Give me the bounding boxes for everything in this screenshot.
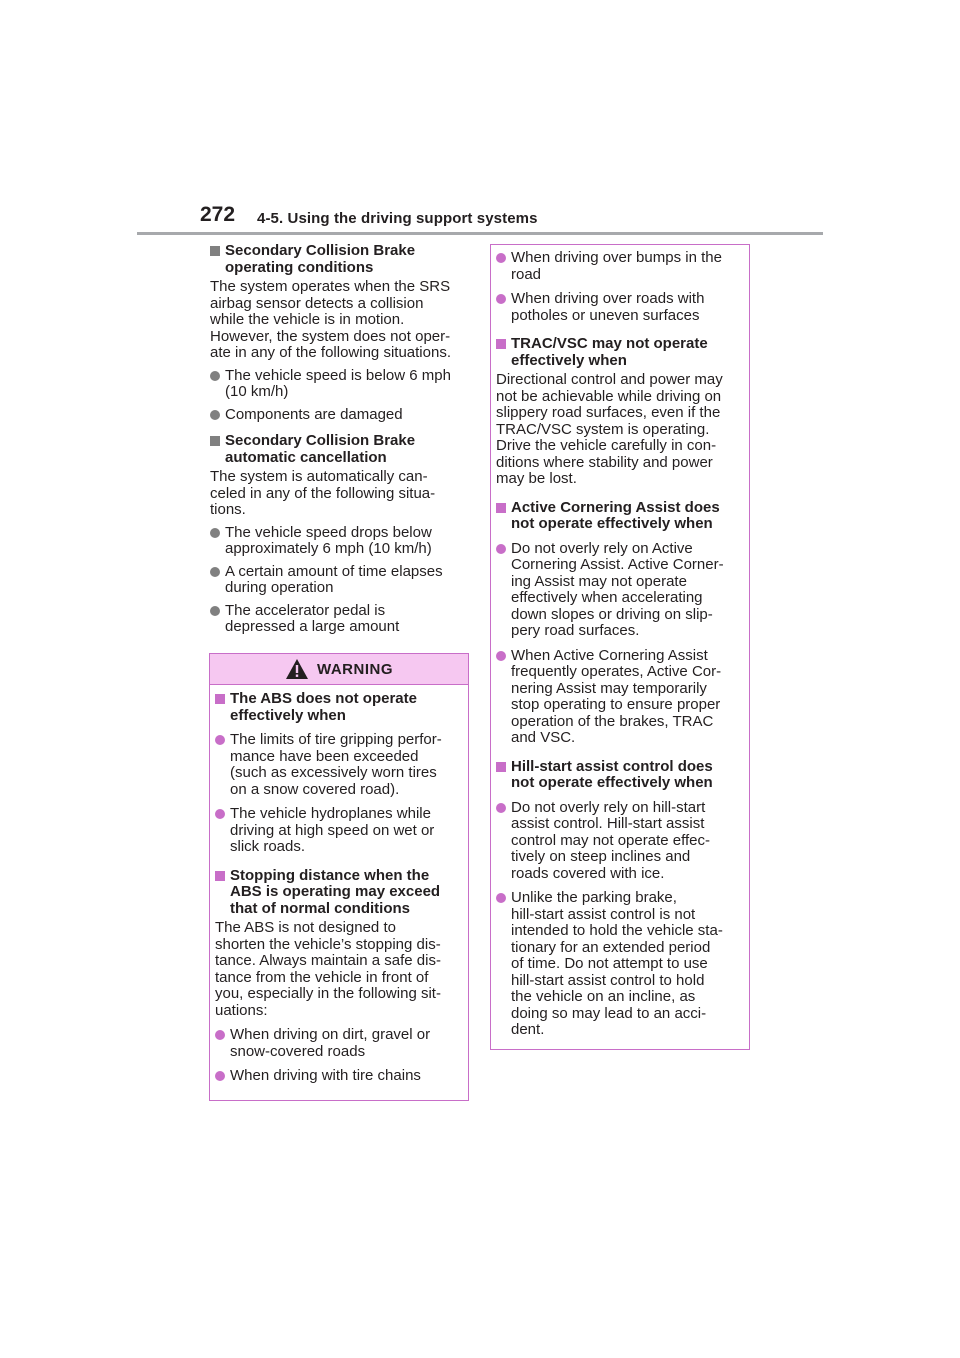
heading-text: The ABS does not operate effectively when	[230, 690, 417, 724]
heading-text: Secondary Collision Brake automatic cancellation	[225, 432, 416, 466]
list-item	[210, 603, 472, 636]
page-number: 272	[200, 203, 236, 226]
left-column	[210, 243, 472, 636]
heading-abs-not-effective	[215, 691, 463, 724]
round-bullet-icon	[496, 651, 506, 661]
header-rule	[137, 232, 823, 235]
round-bullet-icon	[215, 1071, 225, 1081]
square-bullet-icon	[215, 694, 225, 704]
warning-box	[209, 653, 469, 1101]
list-item	[215, 732, 463, 798]
square-bullet-icon	[496, 339, 506, 349]
round-bullet-icon	[210, 371, 220, 381]
heading-text: Hill-start assist control does not operate effectively when	[511, 757, 713, 791]
list-item	[210, 525, 472, 558]
paragraph: The system operates when the SRS airbag sensor detects a collision while the vehicle is in motion. However, the system does not oper- ate in any of the following situations.	[210, 278, 451, 361]
heading-operating-conditions	[210, 243, 472, 276]
section-title: 4-5. Using the driving support systems	[257, 210, 538, 227]
list-item-text: When driving with tire chains	[230, 1067, 421, 1084]
heading-hill-start-assist	[496, 759, 744, 792]
round-bullet-icon	[215, 809, 225, 819]
list-item-text: The vehicle hydroplanes while driving at high speed on wet or slick roads.	[230, 805, 435, 855]
warning-continued-box	[490, 244, 750, 1050]
warning-header	[210, 654, 468, 685]
list-item-text: Do not overly rely on Active Cornering Assist. Active Corner- ing Assist may not operate effectively when accelerating down slopes or driving on slip- pery road surfaces.	[511, 539, 724, 639]
list-item-text: Components are damaged	[225, 405, 403, 423]
list-item-text: A certain amount of time elapses during operation	[225, 562, 443, 596]
list-item	[210, 564, 472, 597]
list-item	[496, 291, 744, 324]
heading-text: Stopping distance when the ABS is operating may exceed that of normal conditions	[230, 866, 441, 917]
round-bullet-icon	[496, 544, 506, 554]
heading-automatic-cancellation	[210, 433, 472, 466]
warning-triangle-icon	[285, 658, 309, 680]
list-item-text: Do not overly rely on hill-start assist control. Hill-start assist control may not operate effec- tively on steep inclines and roads covered with ice.	[511, 798, 710, 882]
heading-text: Secondary Collision Brake operating conditions	[225, 242, 416, 276]
heading-trac-vsc	[496, 336, 744, 369]
list-item-text: When driving over roads with potholes or uneven surfaces	[511, 290, 705, 324]
paragraph: The ABS is not designed to shorten the vehicle’s stopping dis- tance. Always maintain a safe dis- tance from the vehicle in front of you, especially in the following sit- uations:	[215, 919, 441, 1019]
paragraph: The system is automatically can- celed in any of the following situa- tions.	[210, 468, 436, 518]
square-bullet-icon	[210, 436, 220, 446]
list-item	[215, 806, 463, 856]
round-bullet-icon	[496, 294, 506, 304]
list-item	[496, 250, 744, 283]
list-item-text: When driving on dirt, gravel or snow-covered roads	[230, 1026, 431, 1060]
list-item	[496, 648, 744, 747]
round-bullet-icon	[496, 893, 506, 903]
round-bullet-icon	[210, 567, 220, 577]
list-item-text: Unlike the parking brake, hill-start assist control is not intended to hold the vehicle sta- tionary for an extended period of time. Do not attempt to use hill-start assist control to hold the vehicle on an incline, as doing so may lead to an acci- dent.	[511, 889, 723, 1038]
list-item	[496, 890, 744, 1039]
heading-stopping-distance	[215, 868, 463, 918]
list-item	[215, 1068, 463, 1085]
list-item-text: When driving over bumps in the road	[511, 249, 722, 283]
list-item	[210, 407, 472, 424]
heading-text: TRAC/VSC may not operate effectively when	[511, 335, 708, 369]
heading-text: Active Cornering Assist does not operate effectively when	[511, 498, 720, 532]
list-item-text: When Active Cornering Assist frequently operates, Active Cor- nering Assist may temporarily stop operating to ensure proper operation of the brakes, TRAC and VSC.	[511, 646, 722, 746]
square-bullet-icon	[496, 762, 506, 772]
square-bullet-icon	[496, 503, 506, 513]
round-bullet-icon	[210, 410, 220, 420]
paragraph: Directional control and power may not be achievable while driving on slippery road surfaces, even if the TRAC/VSC system is operating. Drive the vehicle carefully in con- ditions where stability and power may be lost.	[496, 371, 723, 487]
round-bullet-icon	[215, 1030, 225, 1040]
list-item	[496, 541, 744, 640]
heading-active-cornering-assist	[496, 500, 744, 533]
round-bullet-icon	[210, 528, 220, 538]
list-item	[215, 1027, 463, 1060]
list-item	[496, 800, 744, 883]
round-bullet-icon	[496, 253, 506, 263]
warning-title: WARNING	[317, 660, 393, 678]
round-bullet-icon	[210, 606, 220, 616]
square-bullet-icon	[215, 871, 225, 881]
list-item-text: The accelerator pedal is depressed a large amount	[225, 601, 400, 635]
list-item-text: The vehicle speed is below 6 mph (10 km/h)	[225, 366, 451, 400]
round-bullet-icon	[496, 803, 506, 813]
list-item	[210, 368, 472, 401]
round-bullet-icon	[215, 735, 225, 745]
list-item-text: The vehicle speed drops below approximately 6 mph (10 km/h)	[225, 523, 432, 557]
list-item-text: The limits of tire gripping perfor- mance have been exceeded (such as excessively worn tires on a snow covered road).	[230, 731, 442, 798]
square-bullet-icon	[210, 246, 220, 256]
